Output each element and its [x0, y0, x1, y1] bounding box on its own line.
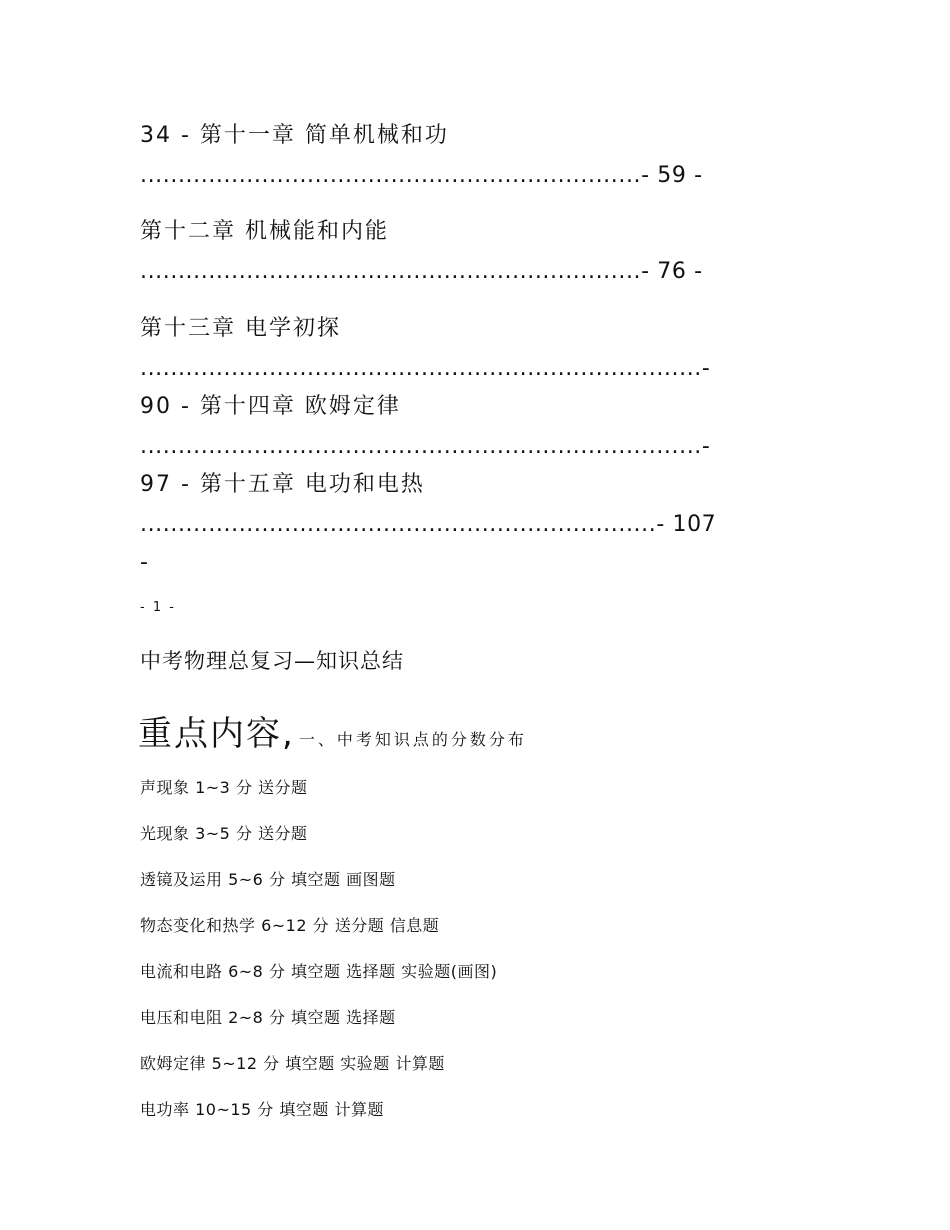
distribution-line: 欧姆定律 5~12 分 填空题 实验题 计算题: [140, 1054, 445, 1073]
heading-main: 重点内容,: [138, 714, 295, 754]
document-title: 中考物理总复习—知识总结: [140, 649, 404, 673]
distribution-line: 透镜及运用 5~6 分 填空题 画图题: [140, 870, 396, 889]
toc-trailing-dash: -: [140, 550, 150, 575]
toc-line-chapter-13: 第十三章 电学初探: [140, 316, 341, 341]
page-number: - 1 -: [140, 600, 176, 615]
toc-line-chapter-11: 34 - 第十一章 简单机械和功: [140, 123, 449, 148]
distribution-line: 电压和电阻 2~8 分 填空题 选择题: [140, 1008, 396, 1027]
heading-sub: 一、中考知识点的分数分布: [298, 730, 527, 749]
distribution-line: 电流和电路 6~8 分 填空题 选择题 实验题(画图): [140, 962, 498, 981]
toc-leader-107: ....................................................................- 107: [140, 512, 717, 537]
toc-leader-97: ..........................................................................-: [140, 434, 711, 459]
distribution-line: 电功率 10~15 分 填空题 计算题: [140, 1100, 384, 1119]
toc-leader-76: ..................................................................- 76 -: [140, 259, 703, 284]
toc-leader-59: ..................................................................- 59 -: [140, 163, 703, 188]
distribution-line: 声现象 1~3 分 送分题: [140, 778, 308, 797]
distribution-line: 物态变化和热学 6~12 分 送分题 信息题: [140, 916, 440, 935]
toc-line-chapter-15: 97 - 第十五章 电功和电热: [140, 472, 425, 497]
toc-line-chapter-12: 第十二章 机械能和内能: [140, 219, 389, 244]
toc-leader-90: ..........................................................................-: [140, 356, 711, 381]
section-heading: [138, 706, 527, 755]
toc-line-chapter-14: 90 - 第十四章 欧姆定律: [140, 394, 401, 419]
distribution-line: 光现象 3~5 分 送分题: [140, 824, 308, 843]
